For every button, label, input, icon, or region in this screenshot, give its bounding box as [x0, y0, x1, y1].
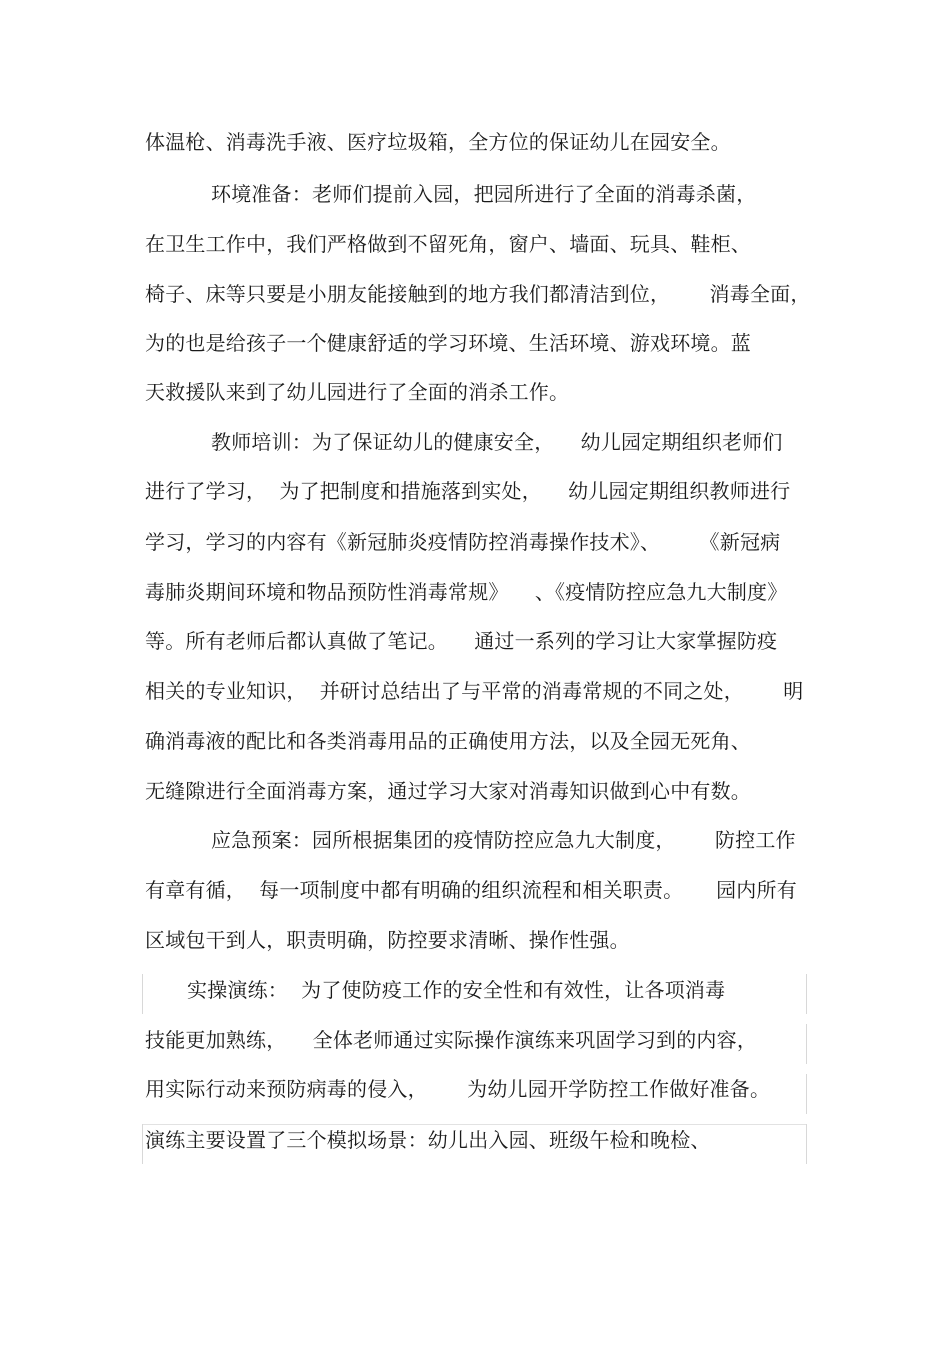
- box-border-left: [142, 1124, 143, 1164]
- box-border-right: [806, 1024, 807, 1064]
- paragraph-line: 为的也是给孩子一个健康舒适的学习环境、生活环境、游戏环境。蓝: [145, 331, 751, 355]
- paragraph-line: 等。所有老师后都认真做了笔记。 通过一系列的学习让大家掌握防疫: [145, 629, 778, 653]
- paragraph-line: 相关的专业知识， 并研讨总结出了与平常的消毒常规的不同之处， 明: [145, 679, 804, 703]
- paragraph-line: 进行了学习， 为了把制度和措施落到实处， 幼儿园定期组织教师进行: [145, 479, 791, 503]
- box-border-top: [142, 1124, 807, 1125]
- paragraph-line: 体温枪、消毒洗手液、医疗垃圾箱，全方位的保证幼儿在园安全。: [145, 130, 731, 154]
- paragraph-line: 在卫生工作中，我们严格做到不留死角，窗户、墙面、玩具、鞋柜、: [145, 232, 751, 256]
- paragraph-line: 确消毒液的配比和各类消毒用品的正确使用方法，以及全园无死角、: [145, 729, 751, 753]
- paragraph-line: 有章有循， 每一项制度中都有明确的组织流程和相关职责。 园内所有: [145, 878, 797, 902]
- paragraph-line: 环境准备：老师们提前入园，把园所进行了全面的消毒杀菌，: [211, 182, 757, 206]
- paragraph-line: 应急预案：园所根据集团的疫情防控应急九大制度， 防控工作: [211, 828, 796, 852]
- paragraph-line: 区域包干到人，职责明确，防控要求清晰、操作性强。: [145, 928, 630, 952]
- paragraph-line: 无缝隙进行全面消毒方案，通过学习大家对消毒知识做到心中有数。: [145, 779, 751, 803]
- box-border-right: [806, 974, 807, 1014]
- box-border-left: [142, 974, 143, 1014]
- paragraph-line: 技能更加熟练， 全体老师通过实际操作演练来巩固学习到的内容，: [145, 1028, 758, 1052]
- box-border-right: [806, 1074, 807, 1114]
- paragraph-line: 天救援队来到了幼儿园进行了全面的消杀工作。: [145, 380, 570, 404]
- box-border-right: [806, 1124, 807, 1164]
- paragraph-line: 用实际行动来预防病毒的侵入， 为幼儿园开学防控工作做好准备。: [145, 1077, 771, 1101]
- paragraph-line: 教师培训：为了保证幼儿的健康安全， 幼儿园定期组织老师们: [211, 430, 783, 454]
- paragraph-line: 实操演练： 为了使防疫工作的安全性和有效性，让各项消毒: [187, 978, 726, 1002]
- paragraph-line: 椅子、床等只要是小朋友能接触到的地方我们都清洁到位， 消毒全面，: [145, 282, 811, 306]
- paragraph-line: 学习，学习的内容有《新冠肺炎疫情防控消毒操作技术》、 《新冠病: [145, 530, 781, 554]
- paragraph-line: 演练主要设置了三个模拟场景：幼儿出入园、班级午检和晚检、: [145, 1128, 711, 1152]
- paragraph-line: 毒肺炎期间环境和物品预防性消毒常规》 、《疫情防控应急九大制度》: [145, 580, 788, 604]
